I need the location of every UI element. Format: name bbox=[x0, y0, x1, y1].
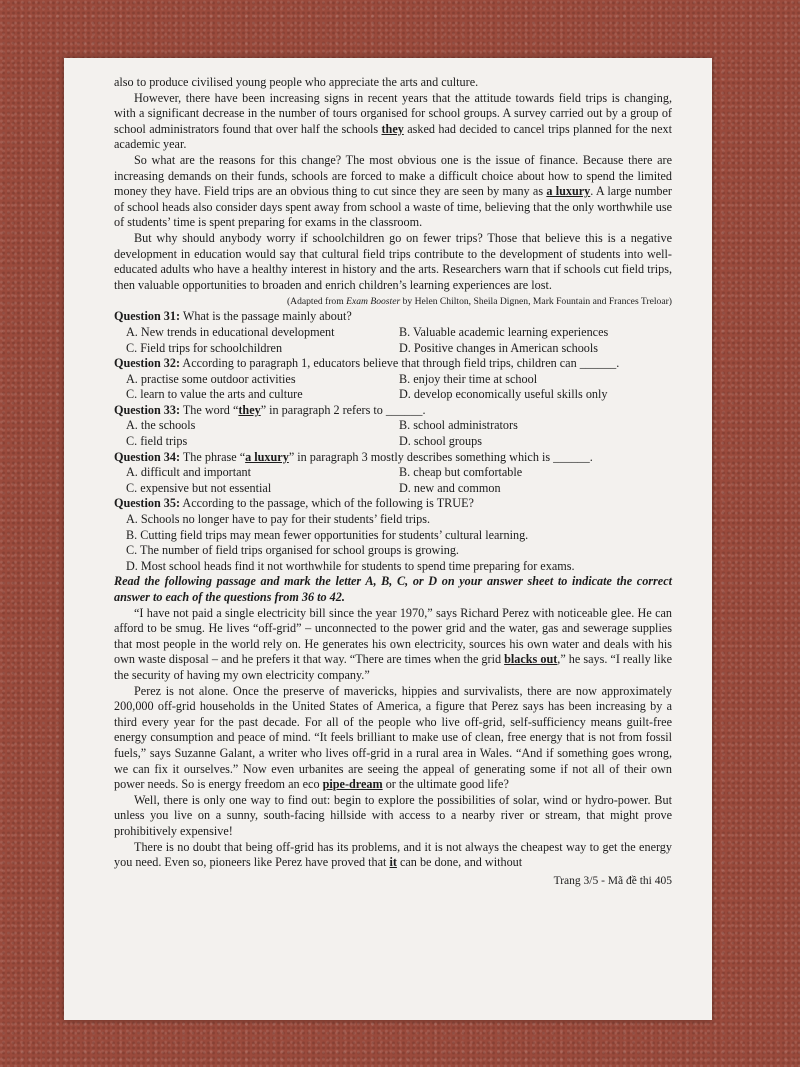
text: . A large number of school heads also consider days spent away from school a waste of time, believing that the only worthwhile use of students’ time is spent preparing for exams in the classroom. bbox=[114, 184, 672, 230]
option-a[interactable]: A. difficult and important bbox=[126, 465, 252, 480]
question-number: Question 32: bbox=[114, 356, 181, 371]
underlined-word: it bbox=[389, 855, 397, 870]
option-c[interactable]: C. expensive but not essential bbox=[126, 480, 272, 495]
question-33 bbox=[114, 403, 672, 450]
question-number: Question 31: bbox=[114, 309, 181, 324]
underlined-word: pipe-dream bbox=[322, 777, 383, 792]
exam-page bbox=[64, 58, 712, 1020]
text: or the ultimate good life? bbox=[382, 777, 509, 792]
text: However, there have been increasing signs in recent years that the attitude towards field trips is changing, with a significant decrease in the number of tours organised for school groups. A survey carried out by a group of school administrators found that over half the schools bbox=[114, 90, 672, 136]
option-b[interactable]: B. cheap but comfortable bbox=[399, 465, 523, 480]
option-a[interactable]: A. Schools no longer have to pay for their students’ field trips. bbox=[126, 512, 431, 527]
option-b[interactable]: B. enjoy their time at school bbox=[399, 371, 538, 386]
book-title: Exam Booster bbox=[346, 296, 401, 308]
option-c[interactable]: C. field trips bbox=[126, 434, 188, 449]
option-a[interactable]: A. practise some outdoor activities bbox=[126, 371, 296, 386]
question-text: The word “ bbox=[180, 402, 239, 417]
question-35 bbox=[114, 496, 672, 574]
paragraph: But why should anybody worry if schoolchildren go on fewer trips? Those that believe this is a negative development in education would say that cultural field trips contribute to the development of students into well-educated adults who have a healthy interest in history and the arts. Researchers warn that if schools cut field trips, then valuable opportunities to broaden and enrich children’s learning experiences are lost. bbox=[114, 230, 672, 292]
underlined-word: a luxury bbox=[546, 184, 591, 199]
paragraph: also to produce civilised young people who appreciate the arts and culture. bbox=[114, 75, 479, 89]
option-c[interactable]: C. Field trips for schoolchildren bbox=[126, 340, 283, 355]
question-number: Question 35: bbox=[114, 496, 181, 511]
option-c[interactable]: C. learn to value the arts and culture bbox=[126, 387, 303, 402]
option-d[interactable]: D. new and common bbox=[399, 480, 501, 495]
question-text: What is the passage mainly about? bbox=[180, 309, 352, 324]
option-b[interactable]: B. Cutting field trips may mean fewer opportunities for students’ cultural learning. bbox=[126, 527, 529, 542]
question-32 bbox=[114, 356, 672, 403]
option-b[interactable]: B. Valuable academic learning experiences bbox=[399, 324, 609, 339]
paragraph bbox=[114, 91, 672, 153]
underlined-word: a luxury bbox=[245, 449, 289, 464]
option-a[interactable]: A. New trends in educational development bbox=[126, 324, 335, 339]
paragraph bbox=[114, 840, 672, 871]
question-text: ” in paragraph 2 refers to ______. bbox=[260, 402, 426, 417]
question-text: The phrase “ bbox=[180, 449, 246, 464]
section-instruction: Read the following passage and mark the letter A, B, C, or D on your answer sheet to indicate the correct answer to each of the questions from 36 to 42. bbox=[114, 574, 672, 604]
question-number: Question 33: bbox=[114, 402, 181, 417]
question-31 bbox=[114, 309, 672, 356]
option-b[interactable]: B. school administrators bbox=[399, 418, 518, 433]
paragraph bbox=[114, 684, 672, 793]
option-c[interactable]: C. The number of field trips organised for school groups is growing. bbox=[126, 543, 459, 558]
underlined-word: blacks out bbox=[504, 652, 558, 667]
question-text: According to the passage, which of the following is TRUE? bbox=[180, 496, 474, 511]
page-footer: Trang 3/5 - Mã đề thi 405 bbox=[553, 874, 672, 887]
paragraph bbox=[114, 153, 672, 231]
text: ,” he says. “I really like the security of having my own electricity company.” bbox=[114, 652, 672, 682]
text: by Helen Chilton, Sheila Dignen, Mark Fountain and Frances Treloar) bbox=[400, 296, 672, 308]
text: “I have not paid a single electricity bill since the year 1970,” says Richard Perez with noticeable glee. He can afford to be smug. He lives “off-grid” – unconnected to the power grid and the water, gas and sewerage supplies that most people in the world rely on. He generates his own electricity, sources his own water and deals with his own waste disposal – and he prefers it that way. “There are times when the grid bbox=[114, 605, 672, 667]
text: (Adapted from bbox=[286, 296, 347, 308]
paragraph: Well, there is only one way to find out: begin to explore the possibilities of solar, wind or hydro-power. But unless you live on a sunny, south-facing hillside with access to a nearby river or stream, that might prove prohibitively expensive! bbox=[114, 792, 672, 838]
option-d[interactable]: D. Most school heads find it not worthwhile for students to spend time preparing for exams. bbox=[126, 558, 575, 573]
question-text: ” in paragraph 3 mostly describes something which is ______. bbox=[288, 449, 593, 464]
text: So what are the reasons for this change? The most obvious one is the issue of finance. Because there are increasing demands on their funds, schools are forced to make a difficult choice about how to spend the limited money they have. Field trips are an obvious thing to cut since they are seen by many as bbox=[114, 152, 672, 199]
option-a[interactable]: A. the schools bbox=[126, 418, 196, 433]
text: Perez is not alone. Once the preserve of mavericks, hippies and survivalists, there are now approximately 200,000 off-grid households in the United States of America, a figure that Perez says has been increasing by a third every year for the past decade. For all of the people who live off-grid, self-sufficiency means guilt-free energy consumption and peace of mind. “It feels brilliant to make use of clean, free energy that is not from fossil fuels,” says Suzanne Galant, a writer who lives off-grid in a rural area in Wales. “And if something goes wrong, we can fix it ourselves.” Now even urbanites are seeing the appeal of generating some if not all of their own power needs. So is energy freedom an eco bbox=[114, 683, 672, 792]
text: asked had decided to cancel trips planned for the next academic year. bbox=[114, 121, 672, 152]
text: There is no doubt that being off-grid has its problems, and it is not always the cheapest way to get the energy you need. Even so, pioneers like Perez have proved that bbox=[114, 839, 672, 870]
option-d[interactable]: D. develop economically useful skills only bbox=[399, 387, 608, 402]
underlined-word: they bbox=[238, 402, 261, 417]
paragraph bbox=[114, 606, 672, 684]
question-34 bbox=[114, 450, 672, 497]
option-d[interactable]: D. school groups bbox=[399, 434, 482, 449]
question-text: According to paragraph 1, educators believe that through field trips, children can ______. bbox=[180, 356, 620, 371]
source-citation bbox=[114, 295, 672, 308]
question-number: Question 34: bbox=[114, 449, 181, 464]
text: can be done, and without bbox=[396, 855, 523, 870]
option-d[interactable]: D. Positive changes in American schools bbox=[399, 340, 599, 355]
underlined-word: they bbox=[381, 121, 404, 136]
